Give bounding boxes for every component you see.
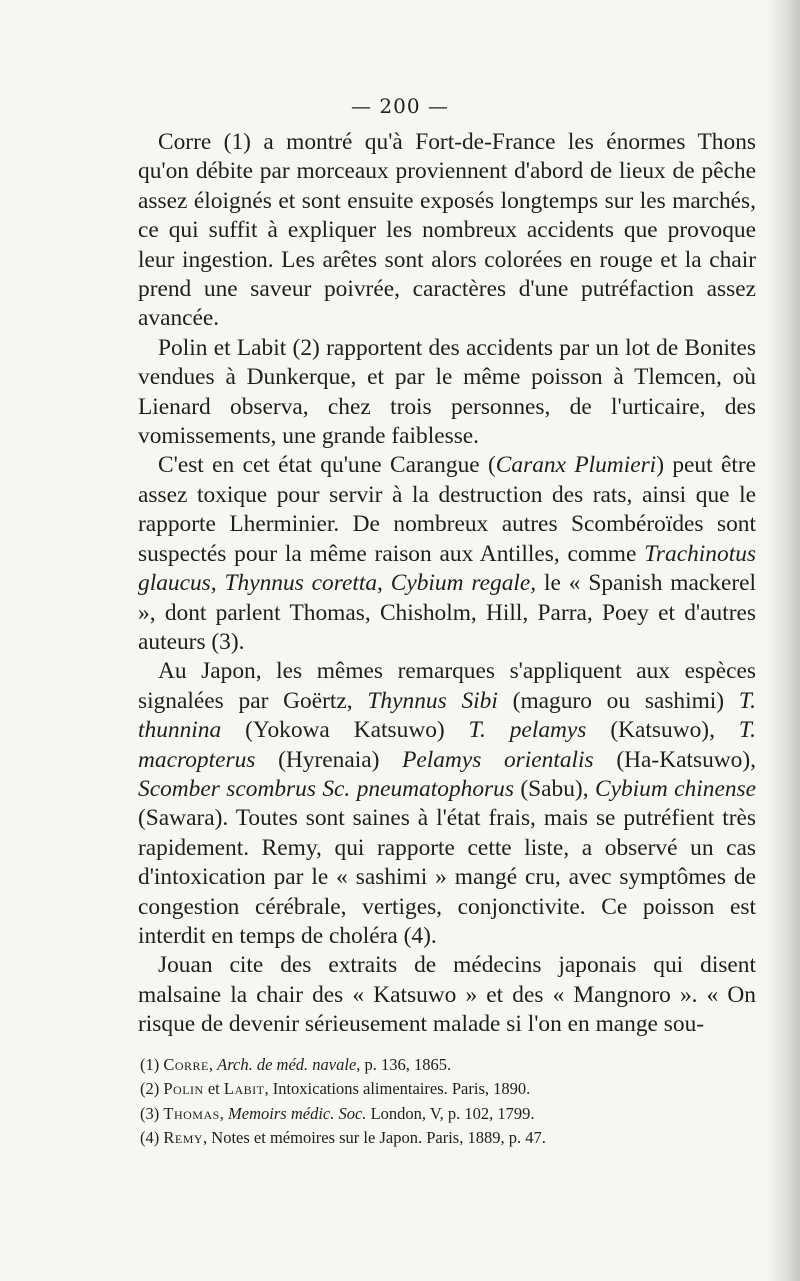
footnote-author: Labit: [223, 1079, 265, 1099]
footnote-4: (4) Remy, Notes et mémoires sur le Japon. Paris, 1889, p. 47.: [140, 1128, 546, 1148]
footnote-author: Thomas: [163, 1103, 220, 1123]
paragraph-1: Corre (1) a montré qu'à Fort-de-France les énormes Thons qu'on débite par morceaux proviennent d'abord de lieux de pêche assez éloignés et sont ensuite exposés longtemps sur les marchés, ce qui suffit à expliquer les nombreux accidents que provoque leur ingestion. Les arêtes sont alors colorées en rouge et la chair prend une saveur poivrée, caractères d'une putréfaction assez avancée.: [138, 129, 756, 332]
page-number: — 200 —: [351, 94, 449, 118]
paragraph-3: C'est en cet état qu'une Carangue (Caranx Plumieri) peut être assez toxique pour servir à la destruction des rats, ainsi que le rapporte Lherminier. De nombreux autres Scombéroïdes sont suspectés pour la même raison aux Antilles, comme Trachinotus glaucus, Thynnus coretta, Cybium regale, le « Spanish mackerel », dont parlent Thomas, Chisholm, Hill, Parra, Poey et d'autres auteurs (3).: [138, 452, 757, 655]
main-text: [138, 128, 756, 1040]
footnote-3: (3) Thomas, Memoirs médic. Soc. London, V, p. 102, 1799.: [140, 1103, 535, 1123]
page-edge-shadow: [766, 0, 800, 1281]
footnote-author: Corre: [163, 1055, 209, 1074]
footnote-2: (2) Polin et Labit, Intoxications alimentaires. Paris, 1890.: [140, 1079, 531, 1099]
species-list: Trachinotus glaucus, Thynnus coretta, Cybium regale,: [138, 540, 756, 597]
footnote-title: Notes et mémoires sur le Japon. Paris, 1889, p. 47.: [211, 1128, 546, 1148]
species-name: Scomber scombrus Sc. pneumatophorus: [138, 775, 514, 802]
footnote-title: , Intoxications alimentaires. Paris, 1890.: [264, 1079, 531, 1099]
paragraph-5: Jouan cite des extraits de médecins japonais qui disent malsaine la chair des « Katsuwo » et des « Mangnoro ». « On risque de devenir sérieusement malade si l'on en mange sou-: [138, 952, 756, 1038]
footnote-author: Remy: [163, 1128, 204, 1148]
species-name: Pelamys orientalis: [402, 746, 594, 773]
species-name: T. pelamys: [468, 717, 587, 744]
paragraph-4: Au Japon, les mêmes remarques s'appliquent aux espèces signalées par Goërtz, Thynnus Sibi (maguro ou sashimi) T. thunnina (Yokowa Katsuwo) T. pelamys (Katsuwo), T. macropterus (Hyrenaia) Pelamys orientalis (Ha-Katsuwo), Scomber scombrus Sc. pneumatophorus (Sabu), Cybium chinense (Sawara). Toutes sont saines à l'état frais, mais se putréfient très rapidement. Remy, qui rapporte cette liste, a observé un cas d'intoxication par le « sashimi » mangé cru, avec symptômes de congestion cérébrale, vertiges, conjonctivite. Ce poisson est interdit en temps de choléra (4).: [138, 658, 756, 949]
species-name: Cybium chinense: [594, 775, 756, 802]
footnote-title: Arch. de méd. navale: [217, 1055, 357, 1074]
footnotes: [140, 1053, 760, 1151]
paragraph-2: Polin et Labit (2) rapportent des accidents par un lot de Bonites vendues à Dunkerque, et par le même poisson à Tlemcen, où Lienard observa, chez trois personnes, de l'urticaire, des vomissements, une grande faiblesse.: [138, 334, 756, 450]
species-name: Thynnus Sibi: [367, 687, 498, 714]
species-name: T. macropterus: [138, 717, 756, 773]
footnote-title: Memoirs médic. Soc.: [228, 1103, 367, 1123]
footnote-1: (1) Corre, Arch. de méd. navale, p. 136, 1865.: [140, 1055, 452, 1074]
species-name: T. thunnina: [138, 687, 756, 744]
footnote-author: Polin: [163, 1079, 204, 1099]
species-name: Caranx Plumieri: [495, 452, 657, 479]
